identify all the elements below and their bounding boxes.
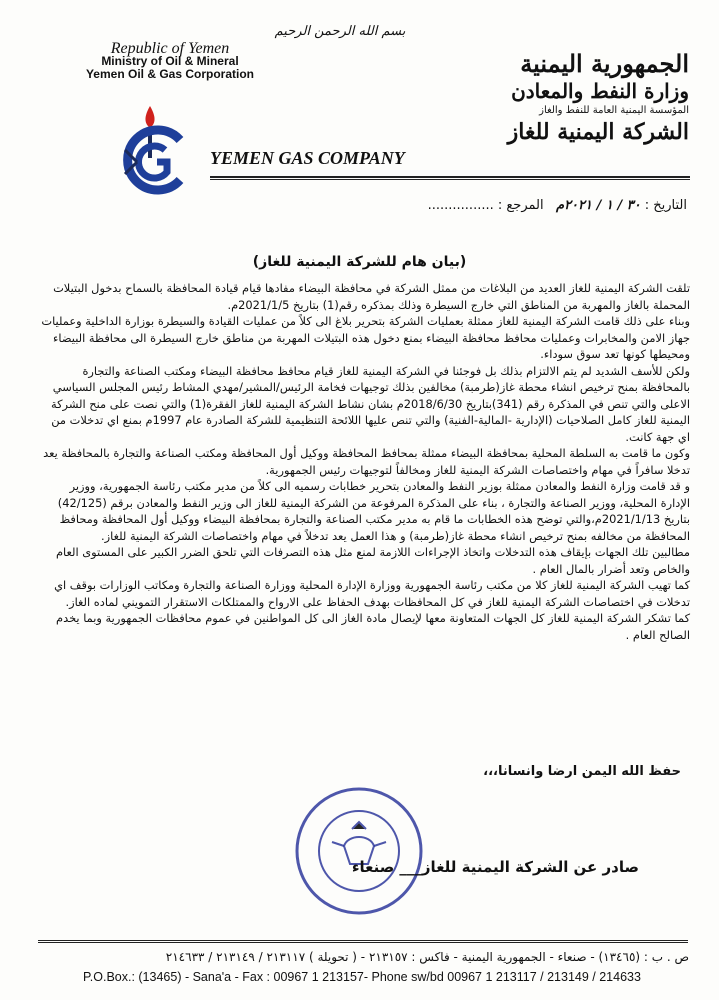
body-paragraph: كما تهيب الشركة اليمنية للغاز كلا من مكتب رئاسة الجمهورية ووزارة الإدارة المحلية ووزارة الصناعة والتجارة ومكاتب الوزارات بوقف اي تدخلات في اختصاصات الشركة اليمنية للغاز في كل المحافظات بهدف الحفاظ على الارواح والممتلكات الاستقرار التمويني لماده الغاز. — [54, 578, 690, 609]
date-label: التاريخ : — [644, 198, 687, 213]
statement-body — [40, 280, 690, 643]
english-letterhead — [50, 42, 290, 81]
arabic-letterhead — [479, 50, 689, 146]
body-paragraph: و قد قامت وزارة النفط والمعادن ممثلة بوزير النفط والمعادن بتحرير خطابات رسميه الى كلاً من مدير مكتب رئاسة الجمهورية، ووزير الإدارة المحلية، ووزير الصناعة والتجارة ، بناء على المذكرة المرفوعة من الشركة اليمنية للغاز الى وزير النفط والمعادن برقم (42/125) بتاريخ 2021/1/13م،والتي توضح هذه الخطابات ما قام به مدير مكتب الصناعة والتجارة بمحافظة البيضاء ووكيل أول المحافظة ومحافظ المحافظة من مخالفه بمنح ترخيص انشاء محطة غاز(طرمبة) و هذا العمل يعد تدخلاً في مهام واختصاصات الشركة اليمنية للغاز. — [57, 479, 690, 543]
body-paragraph: وكون ما قامت به السلطة المحلية بمحافظة البيضاء ممثلة بمحافظ المحافظة ووكيل أول المحافظة ومكتب الصناعة والتجارة بالمحافظة يعد تدخلا سافراً في مهام واختصاصات الشركة اليمنية للغاز ومخالفاً لتوجيهات رئيس الجمهورية. — [43, 446, 690, 477]
ar-corporation: المؤسسة اليمنية العامة للنفط والغاز — [539, 105, 689, 116]
footer-arabic: ص . ب : (١٣٤٦٥) - صنعاء - الجمهورية اليمنية - فاكس : ٢١٣١٥٧ - ( تحويلة ) ٢١٣١١٧ / ٢١٣١٤٩ / ٢١٤٦٣٣ — [165, 950, 689, 964]
basmala: بسم الله الرحمن الرحيم — [274, 24, 406, 39]
footer-rule — [38, 940, 688, 943]
body-paragraph: تلقت الشركة اليمنية للغاز العديد من البلاغات من ممثل الشركة في محافظة البيضاء مفادها قيام قيادة المحافظة بالسماح بدخول البتيلات المحملة بالغاز والمهربة من المناطق التي خارج السيطرة وذلك بمذكره رقم(1) بتاريخ 2021/1/5م. — [53, 281, 690, 312]
issuer-line: صادر عن الشركة اليمنية للغاز___ صنعاء — [351, 858, 639, 876]
closing-line: حفظ الله اليمن ارضا وانسانا،،، — [483, 764, 681, 779]
footer-english: P.O.Box.: (13465) - Sana'a - Fax : 00967 1 213157- Phone sw/bd 00967 1 213117 / 213149 / 214633 — [83, 970, 641, 984]
en-corporation: Yemen Oil & Gas Corporation — [85, 67, 255, 81]
ar-company: الشركة اليمنية للغاز — [507, 119, 689, 145]
ar-republic: الجمهورية اليمنية — [520, 49, 689, 78]
body-paragraph: ولكن للأسف الشديد لم يتم الالتزام بذلك بل فوجئنا في الشركة اليمنية للغاز قيام محافظ محافظة البيضاء ومكتب الصناعة والتجارة بالمحافظة بمنح ترخيص انشاء محطة غاز(طرمبة) مخالفين بذلك توجيهات فخامة الرئيس/المشير/مهدي المشاط رئيس المجلس السياسي الاعلى والتي تنص في المذكرة رقم (341)بتاريخ 2018/6/30م بشان نشاط الشركة اليمنية للغاز الفقرة(1) والتي نصت على منح الشركة اليمنية للغاز كامل الصلاحيات (الإدارية -المالية-الفنية) والتي تنص عليها اللائحة التنظيمية للشركة الصادرة عام 1997م بمنع اي تدخلات من اي جهة كانت. — [51, 363, 690, 444]
company-name-en: YEMEN GAS COMPANY — [210, 148, 405, 168]
body-paragraph: كما تشكر الشركة اليمنية للغاز كل الجهات المتعاونة معها لإيصال مادة الغاز الى كل المواطنين في عموم محافظات الجمهورية وبما يخدم الصالح العام . — [56, 611, 690, 642]
body-paragraph: مطالبين تلك الجهات بإيقاف هذه التدخلات واتخاذ الإجراءات اللازمة لمنع مثل هذه التصرفات التي تلحق الضرر الكبير على المستوى العام والخاص وتعد أضرار بالمال العام . — [55, 545, 690, 576]
header-rule-thin — [210, 179, 690, 180]
ar-ministry: وزارة النفط والمعادن — [511, 79, 689, 103]
date-reference-line — [428, 198, 687, 213]
company-logo-icon — [105, 100, 195, 200]
statement-title: (بيان هام للشركة اليمنية للغاز) — [252, 254, 467, 270]
reference-value: ................ — [427, 198, 494, 213]
date-value: ٣٠ / ١ / ٢٠٢١م — [556, 198, 641, 213]
header-rule — [210, 176, 690, 178]
body-paragraph: وبناء على ذلك قامت الشركة اليمنية للغاز ممثلة بعمليات الشركة بتحرير بلاغ الى كلاً من عمليات القيادة والسيطرة بوزارة الداخلية وعمليات جهاز الامن والمخابرات وعمليات محافظ محافظة البيضاء بمنع دخول هذه البتيلات المهربة من مناطق خارج السيطرة الى محافظة البيضاء ومحيطها كونها تعد سوق سوداء. — [41, 314, 690, 361]
reference-label: المرجع : — [497, 198, 544, 213]
en-ministry: Ministry of Oil & Mineral — [101, 54, 239, 68]
official-stamp-icon — [292, 784, 427, 919]
en-republic: Republic of Yemen — [110, 40, 230, 57]
